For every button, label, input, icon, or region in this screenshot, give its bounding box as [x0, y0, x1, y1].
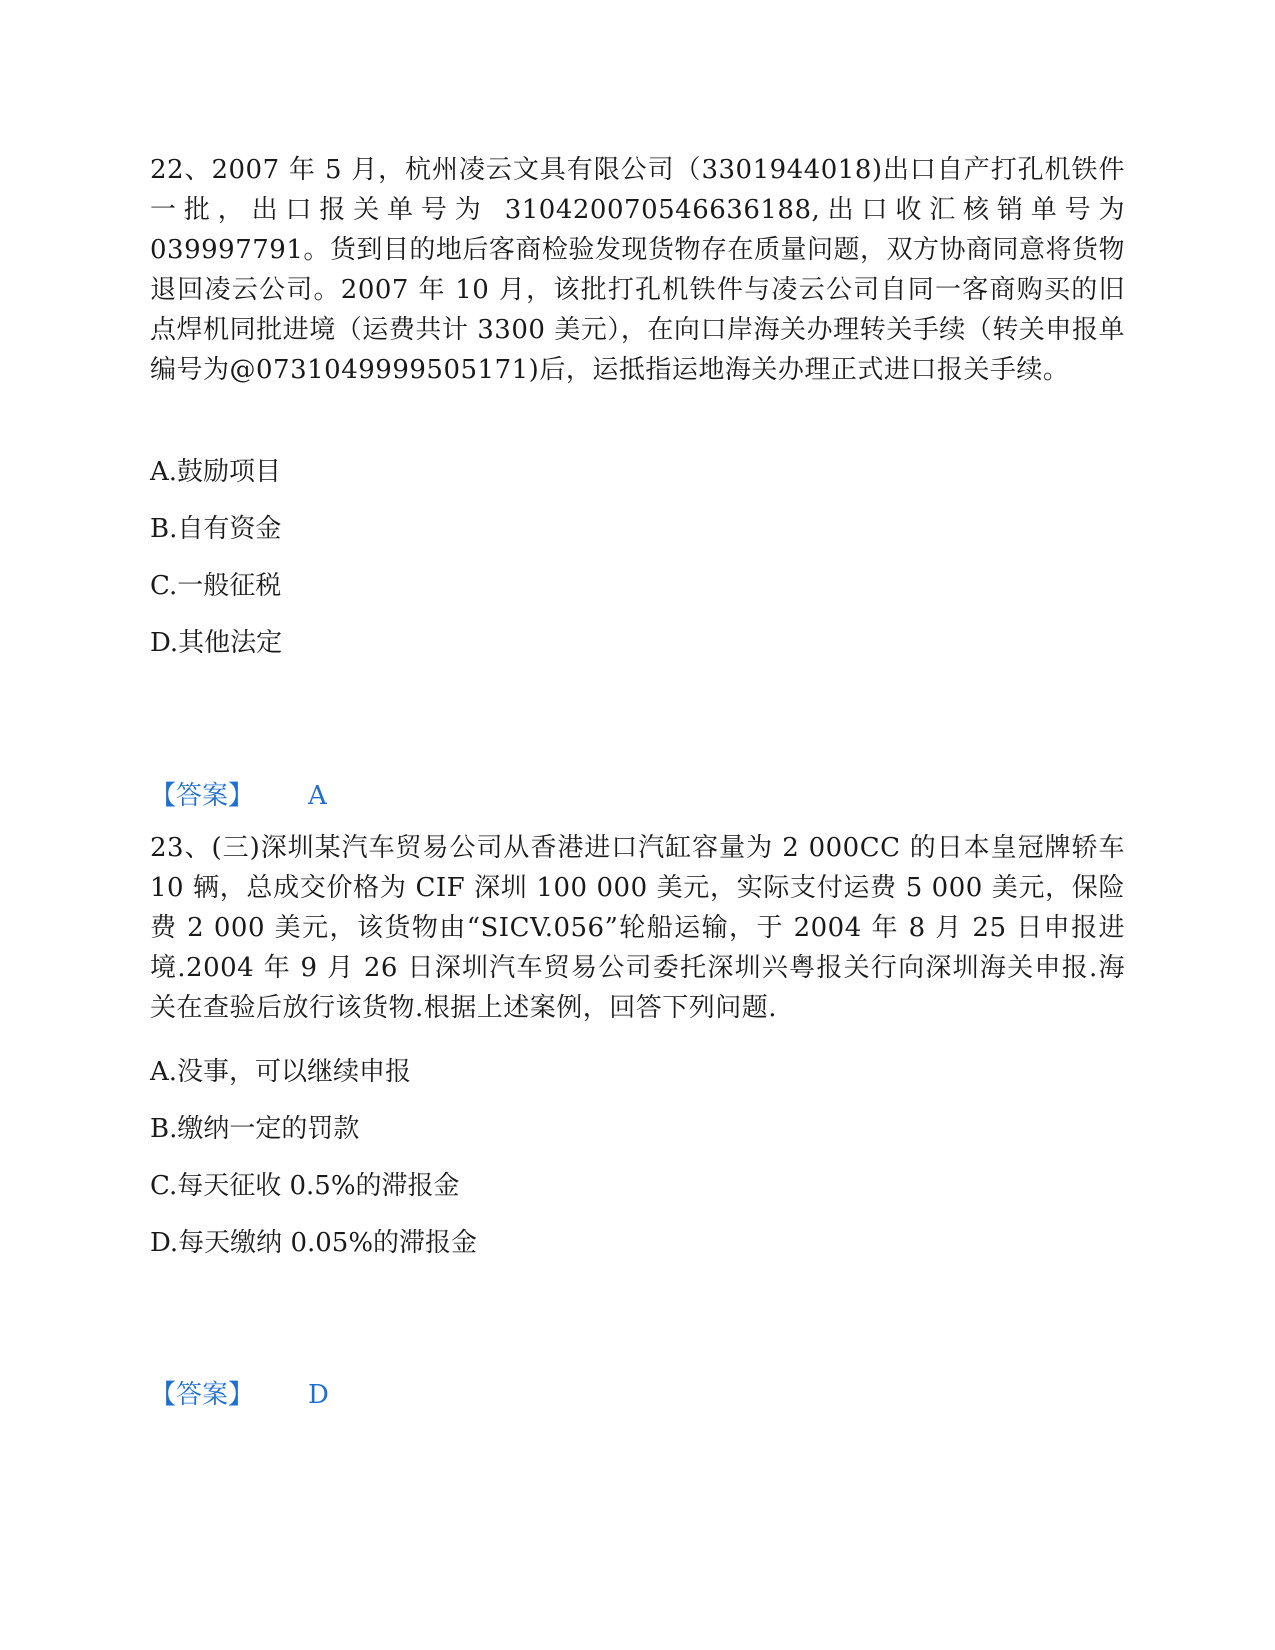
option-d: D.每天缴纳 0.05%的滞报金	[150, 1228, 478, 1258]
option-a: A.没事，可以继续申报	[150, 1057, 412, 1087]
question-22-options	[150, 444, 1050, 672]
option-c: C.每天征收 0.5%的滞报金	[150, 1171, 460, 1201]
question-23-options	[150, 1044, 1050, 1272]
question-23-answer	[150, 1375, 329, 1415]
option-a: A.鼓励项目	[150, 457, 282, 487]
question-23-text: 23、(三)深圳某汽车贸易公司从香港进口汽缸容量为 2 000CC 的日本皇冠牌轿车 10 辆，总成交价格为 CIF 深圳 100 000 美元，实际支付运费 5 000 美元，保险费 2 000 美元，该货物由“SICV.056”轮船运输，于 2004 年 8 月 25 日申报进境.2004 年 9 月 26 日深圳汽车贸易公司委托深圳兴粤报关行向深圳海关申报.海关在查验后放行该货物.根据上述案例，回答下列问题.	[150, 833, 1125, 1023]
option-c: C.一般征税	[150, 571, 282, 601]
answer-label: 【答案】	[150, 781, 255, 811]
question-22-text: 22、2007 年 5 月，杭州凌云文具有限公司（3301944018)出口自产打孔机铁件一批，出口报关单号为 310420070546636188,出口收汇核销单号为 039997791。货到目的地后客商检验发现货物存在质量问题，双方协商同意将货物退回凌云公司。2007 年 10 月，该批打孔机铁件与凌云公司自同一客商购买的旧点焊机同批进境（运费共计 3300 美元），在向口岸海关办理转关手续（转关申报单编号为@0731049999505171)后，运抵指运地海关办理正式进口报关手续。	[150, 155, 1125, 385]
question-22-answer	[150, 776, 327, 816]
option-b: B.缴纳一定的罚款	[150, 1114, 360, 1144]
option-d: D.其他法定	[150, 628, 283, 658]
answer-value: D	[308, 1380, 329, 1410]
option-b: B.自有资金	[150, 514, 282, 544]
answer-label: 【答案】	[150, 1380, 255, 1410]
answer-value: A	[308, 781, 327, 811]
